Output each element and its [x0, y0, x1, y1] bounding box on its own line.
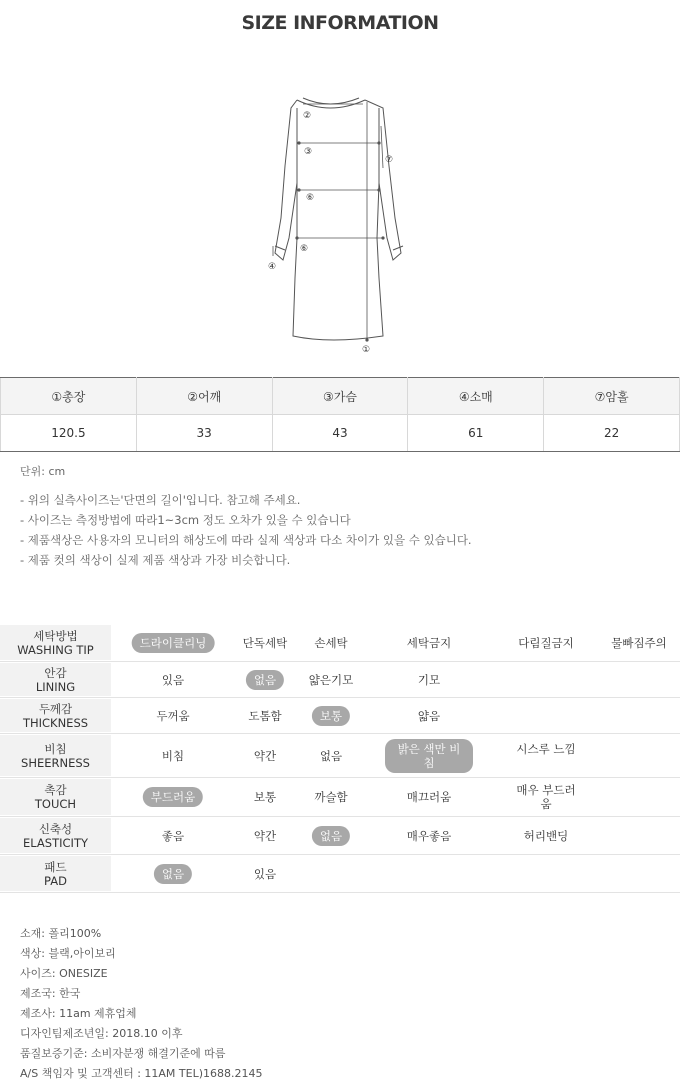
spec-row-label [0, 779, 111, 815]
spec-option: 단독세탁 [242, 636, 288, 650]
note-line: - 제품색상은 사용자의 모니터의 해상도에 따라 실제 색상과 다소 차이가 있을 수 있습니다. [20, 533, 472, 547]
diagram-label-length: ① [362, 345, 371, 355]
diagram-label-waist: ⑥ [306, 193, 315, 203]
detail-country: 제조국: 한국 [20, 987, 81, 1000]
spec-option: 매우 부드러움 [516, 783, 576, 811]
size-value-sleeve: 61 [408, 415, 544, 452]
spec-option: 기모 [417, 673, 441, 687]
spec-row-divider [0, 816, 680, 817]
spec-option: 물빠짐주의 [611, 636, 667, 650]
spec-option-selected: 밝은 색만 비침 [385, 739, 473, 773]
spec-label-ko: 촉감 [44, 783, 67, 797]
spec-row-label [0, 699, 111, 732]
detail-date: 디자인팀제조년일: 2018.10 이후 [20, 1027, 183, 1040]
spec-option: 손세탁 [314, 636, 348, 650]
spec-label-en: ELASTICITY [23, 835, 88, 850]
spec-label-en: SHEERNESS [21, 755, 90, 770]
size-table [0, 377, 680, 452]
spec-option: 두꺼움 [156, 709, 190, 723]
spec-row [0, 625, 680, 660]
detail-warranty: 품질보증기준: 소비자분쟁 해결기준에 따름 [20, 1047, 226, 1060]
note-line: - 위의 실측사이즈는'단면의 길이'입니다. 참고해 주세요. [20, 493, 301, 507]
spec-option-selected: 없음 [312, 826, 350, 846]
spec-row-label [0, 856, 111, 891]
spec-row [0, 699, 680, 732]
spec-option: 다림질금지 [518, 636, 574, 650]
size-notes [20, 490, 472, 570]
spec-row-label [0, 818, 111, 853]
spec-option: 허리밴딩 [523, 829, 569, 843]
spec-label-en: PAD [44, 873, 67, 888]
dress-size-diagram [255, 88, 425, 360]
spec-option-selected: 부드러움 [143, 787, 203, 807]
spec-option-selected: 보통 [312, 706, 350, 726]
spec-row [0, 735, 680, 776]
spec-option: 세탁금지 [406, 636, 452, 650]
note-line: - 제품 컷의 색상이 실제 제품 색상과 가장 비슷합니다. [20, 553, 291, 567]
detail-manufacturer: 제조사: 11am 제휴업체 [20, 1007, 137, 1020]
spec-row [0, 663, 680, 696]
spec-option: 얇은기모 [308, 673, 354, 687]
detail-size: 사이즈: ONESIZE [20, 967, 108, 980]
size-value-shoulder: 33 [136, 415, 272, 452]
spec-row-divider [0, 777, 680, 778]
spec-option: 얇음 [417, 709, 441, 723]
spec-option: 약간 [253, 829, 277, 843]
spec-label-en: LINING [35, 679, 76, 694]
spec-option: 없음 [319, 749, 343, 763]
size-header-shoulder: ②어깨 [136, 378, 272, 415]
page-title: SIZE INFORMATION [241, 12, 439, 34]
spec-row [0, 779, 680, 815]
spec-label-ko: 두께감 [38, 701, 73, 716]
spec-row-divider [0, 733, 680, 734]
size-header-sleeve: ④소매 [408, 378, 544, 415]
spec-option: 까슬함 [314, 790, 348, 804]
diagram-label-armhole: ⑦ [385, 155, 394, 165]
spec-option: 보통 [253, 790, 277, 804]
detail-as-center: A/S 책임자 및 고객센터 : 11AM TEL)1688.2145 [20, 1067, 263, 1080]
spec-row-divider [0, 854, 680, 855]
spec-option: 비침 [161, 749, 185, 763]
spec-option: 매우좋음 [406, 829, 452, 843]
spec-label-ko: 패드 [44, 859, 67, 874]
diagram-label-shoulder: ② [303, 111, 312, 121]
dress-outline-drawing [255, 88, 425, 360]
spec-option-selected: 드라이클리닝 [132, 633, 215, 653]
spec-option-selected: 없음 [246, 670, 284, 690]
spec-option: 매끄러움 [406, 790, 452, 804]
size-table-header-row [1, 378, 680, 415]
spec-label-ko: 신축성 [38, 821, 73, 836]
size-header-armhole: ⑦암홀 [544, 378, 680, 415]
spec-option-selected: 없음 [154, 864, 192, 884]
detail-material: 소재: 폴리100% [20, 927, 102, 940]
spec-label-ko: 세탁방법 [33, 628, 78, 643]
spec-label-ko: 안감 [44, 665, 67, 680]
spec-row-label [0, 735, 111, 776]
diagram-label-hip: ⑥ [300, 244, 309, 254]
size-value-armhole: 22 [544, 415, 680, 452]
spec-row-label [0, 663, 111, 696]
detail-color: 색상: 블랙,아이보리 [20, 947, 116, 960]
note-line: - 사이즈는 측정방법에 따라1~3cm 정도 오차가 있을 수 있습니다 [20, 513, 351, 527]
spec-row [0, 818, 680, 853]
size-header-length: ①총장 [1, 378, 137, 415]
spec-row-divider [0, 661, 680, 662]
spec-row-divider [0, 892, 680, 893]
size-value-length: 120.5 [1, 415, 137, 452]
size-header-chest: ③가슴 [272, 378, 408, 415]
spec-option: 좋음 [161, 829, 185, 843]
diagram-label-sleeve: ④ [268, 262, 277, 272]
size-value-chest: 43 [272, 415, 408, 452]
spec-option: 시스루 느낌 [516, 742, 576, 756]
spec-option: 약간 [253, 749, 277, 763]
spec-label-en: THICKNESS [22, 715, 89, 730]
spec-option: 있음 [253, 867, 277, 881]
spec-label-en: WASHING TIP [17, 642, 94, 657]
unit-label: 단위: cm [20, 465, 66, 478]
spec-row-divider [0, 697, 680, 698]
spec-label-ko: 비침 [44, 741, 67, 756]
spec-row-label [0, 625, 111, 660]
size-table-value-row [1, 415, 680, 452]
spec-row [0, 856, 680, 891]
spec-option: 있음 [161, 673, 185, 687]
spec-label-en: TOUCH [34, 797, 77, 811]
spec-option: 도톰함 [248, 709, 282, 723]
product-details [20, 924, 263, 1084]
diagram-label-chest: ③ [304, 147, 313, 157]
